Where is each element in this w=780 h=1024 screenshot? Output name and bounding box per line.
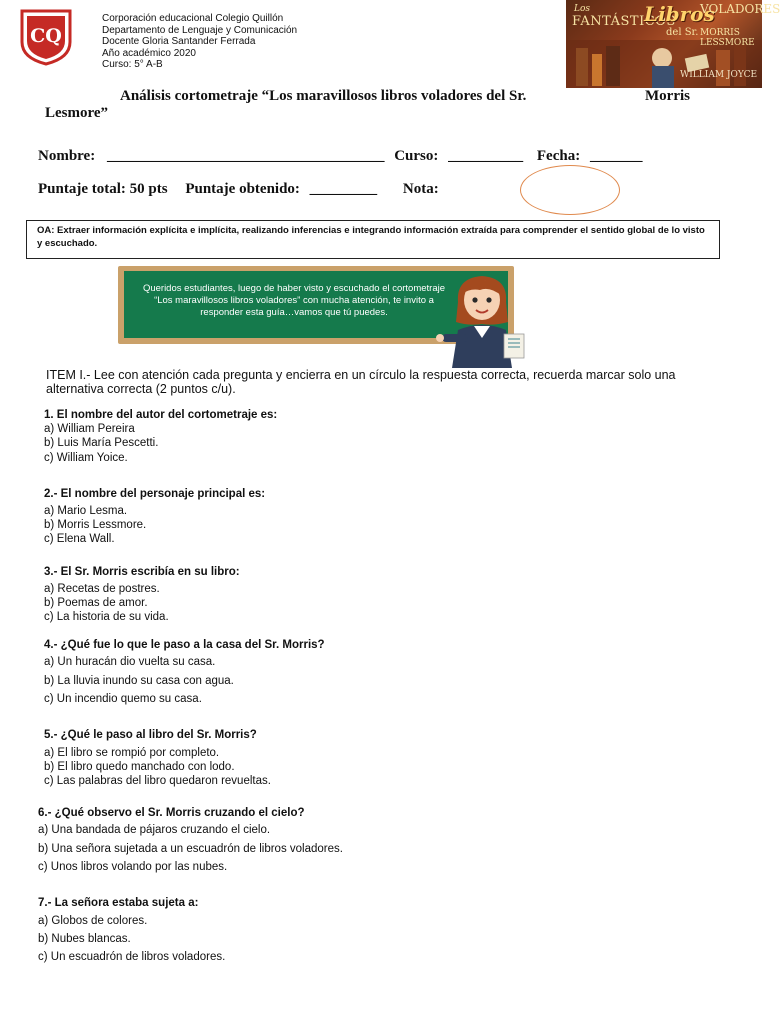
worksheet-title: Análisis cortometraje “Los maravillosos libros voladores del Sr. bbox=[120, 88, 527, 104]
curso-label: Curso: bbox=[394, 148, 439, 164]
question-5-option-c[interactable]: c) Las palabras del libro quedaron revueltas. bbox=[44, 775, 271, 787]
question-4: 4.- ¿Qué fue lo que le paso a la casa del Sr. Morris? bbox=[44, 639, 325, 651]
question-1-option-b[interactable]: b) Luis María Pescetti. bbox=[44, 437, 159, 449]
question-6-option-a[interactable]: a) Una bandada de pájaros cruzando el cielo. bbox=[38, 824, 271, 836]
poster-del-sr: del Sr. bbox=[666, 27, 699, 38]
nombre-field[interactable]: _____________________________________ bbox=[106, 148, 385, 164]
question-2-option-a[interactable]: a) Mario Lesma. bbox=[44, 505, 128, 517]
question-6: 6.- ¿Qué observo el Sr. Morris cruzando el cielo? bbox=[38, 807, 305, 819]
question-1: 1. El nombre del autor del cortometraje es: bbox=[44, 409, 278, 421]
poster-morris-lessmore: MORRIS LESSMORE bbox=[700, 28, 755, 48]
nota-label: Nota: bbox=[402, 181, 439, 197]
question-2: 2.- El nombre del personaje principal es: bbox=[44, 488, 266, 500]
question-1-option-a[interactable]: a) William Pereira bbox=[44, 423, 135, 435]
question-3-option-a[interactable]: a) Recetas de postres. bbox=[44, 583, 160, 595]
movie-poster bbox=[566, 0, 780, 88]
school-line: Docente Gloria Santander Ferrada bbox=[102, 36, 256, 47]
question-5-option-a[interactable]: a) El libro se rompió por completo. bbox=[44, 747, 220, 759]
question-4-option-c[interactable]: c) Un incendio quemo su casa. bbox=[44, 693, 202, 705]
logo-letters: CQ bbox=[30, 25, 62, 47]
nota-oval[interactable] bbox=[520, 165, 620, 215]
question-3-option-b[interactable]: b) Poemas de amor. bbox=[44, 597, 148, 609]
student-info-row bbox=[38, 148, 642, 165]
fecha-label: Fecha: bbox=[536, 148, 581, 164]
question-1-option-c[interactable]: c) William Yoice. bbox=[44, 452, 128, 464]
school-line: Departamento de Lenguaje y Comunicación bbox=[102, 24, 298, 36]
question-4-option-a[interactable]: a) Un huracán dio vuelta su casa. bbox=[44, 656, 216, 668]
question-4-option-b[interactable]: b) La lluvia inundo su casa con agua. bbox=[44, 675, 234, 687]
question-7-option-a[interactable]: a) Globos de colores. bbox=[38, 915, 148, 927]
school-line: Corporación educacional Colegio Quillón bbox=[102, 13, 284, 24]
question-7-option-c[interactable]: c) Un escuadrón de libros voladores. bbox=[38, 951, 226, 963]
worksheet-title-morris: Morris bbox=[645, 88, 690, 104]
poster-author: WILLIAM JOYCE bbox=[680, 70, 758, 80]
objective-box: OA: Extraer información explícita e implícita, realizando inferencias e integrando información extraída para comprender el sentido global de lo visto y escuchado. bbox=[26, 220, 720, 259]
question-7: 7.- La señora estaba sujeta a: bbox=[38, 897, 199, 909]
question-2-option-c[interactable]: c) Elena Wall. bbox=[44, 533, 115, 545]
question-7-option-b[interactable]: b) Nubes blancas. bbox=[38, 933, 131, 945]
poster-libros: Libros bbox=[644, 2, 715, 26]
item-instructions: ITEM I.- Lee con atención cada pregunta y encierra en un círculo la respuesta correcta, recuerda marcar solo una alternativa correcta (2 puntos c/u). bbox=[46, 368, 676, 396]
poster-los: Los bbox=[574, 4, 591, 14]
school-info bbox=[102, 13, 297, 71]
puntaje-total: Puntaje total: 50 pts bbox=[38, 181, 168, 197]
school-line: Año académico 2020 bbox=[102, 47, 196, 59]
worksheet-title-end: Lesmore” bbox=[45, 105, 109, 121]
question-3-option-c[interactable]: c) La historia de su vida. bbox=[44, 611, 169, 623]
curso-field[interactable]: __________ bbox=[448, 148, 524, 164]
question-2-option-b[interactable]: b) Morris Lessmore. bbox=[44, 519, 147, 531]
question-6-option-c[interactable]: c) Unos libros volando por las nubes. bbox=[38, 861, 228, 873]
school-line: Curso: 5° A-B bbox=[102, 59, 163, 70]
question-5-option-b[interactable]: b) El libro quedo manchado con lodo. bbox=[44, 761, 235, 773]
question-3: 3.- El Sr. Morris escribía en su libro: bbox=[44, 566, 240, 578]
chalkboard-message: Queridos estudiantes, luego de haber visto y escuchado el cortometraje “Los maravillosos libros voladores” con mucha atención, te invito a responder esta guía…vamos que tú puedes. bbox=[142, 283, 446, 318]
question-6-option-b[interactable]: b) Una señora sujetada a un escuadrón de libros voladores. bbox=[38, 843, 343, 855]
puntaje-obtenido-field[interactable]: _________ bbox=[309, 181, 378, 197]
score-row bbox=[38, 181, 439, 198]
poster-voladores: VOLADORES bbox=[700, 2, 780, 16]
teacher-illustration bbox=[428, 272, 540, 368]
question-5: 5.- ¿Qué le paso al libro del Sr. Morris? bbox=[44, 729, 257, 741]
nombre-label: Nombre: bbox=[38, 148, 96, 164]
fecha-field[interactable]: _______ bbox=[589, 148, 643, 164]
poster-fantasticos: FANTÁSTICOS bbox=[572, 14, 676, 29]
school-logo bbox=[18, 8, 74, 66]
puntaje-obtenido-label: Puntaje obtenido: bbox=[185, 181, 300, 197]
